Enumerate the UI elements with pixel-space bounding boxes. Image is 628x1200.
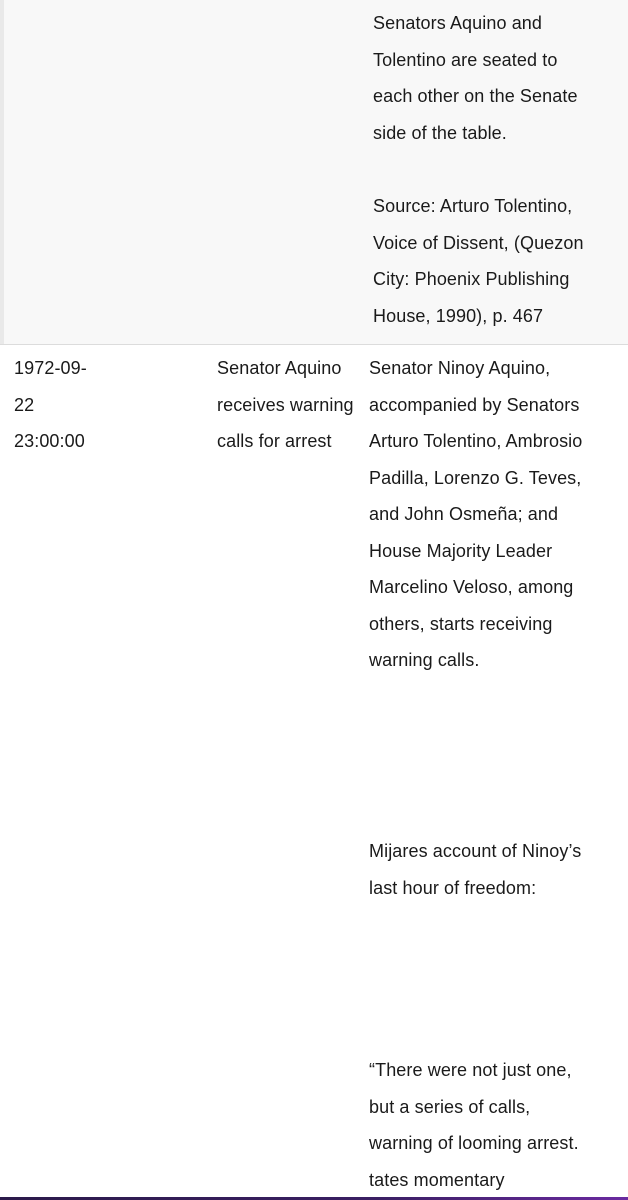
event-date-line-2: 22 (14, 394, 35, 415)
event-description-paragraph: Senator Ninoy Aquino, accompanied by Senators Arturo Tolentino, Ambrosio Padilla, Lorenzo G. Teves, and John Osmeña; and House Majority Leader Marcelino Veloso, among others, starts receiving warning calls. (369, 358, 583, 670)
event-description-paragraph: Senators Aquino and Tolentino are seated to each other on the Senate side of the table. (373, 13, 578, 143)
event-source-paragraph: Source: Arturo Tolentino, Voice of Dissent, (Quezon City: Phoenix Publishing House, 1990), p. 467 (373, 196, 584, 326)
event-description-quote (369, 1052, 594, 1198)
timeline-row-current (0, 345, 628, 1200)
event-quote-paragraph: “There were not just one, but a series of calls, warning of looming arrest. tates momentary (369, 1060, 579, 1190)
event-datetime-cell (14, 350, 184, 460)
timeline-row-previous (0, 0, 628, 344)
event-description-paragraph: Mijares account of Ninoy’s last hour of freedom: (369, 841, 582, 898)
event-title-cell (217, 350, 357, 460)
event-date-line-1: 1972-09- (14, 358, 87, 378)
event-description-cell (369, 350, 594, 679)
event-description-subheading (369, 833, 594, 906)
event-title: Senator Aquino receives warning calls for arrest (217, 358, 354, 451)
event-time: 23:00:00 (14, 431, 85, 451)
